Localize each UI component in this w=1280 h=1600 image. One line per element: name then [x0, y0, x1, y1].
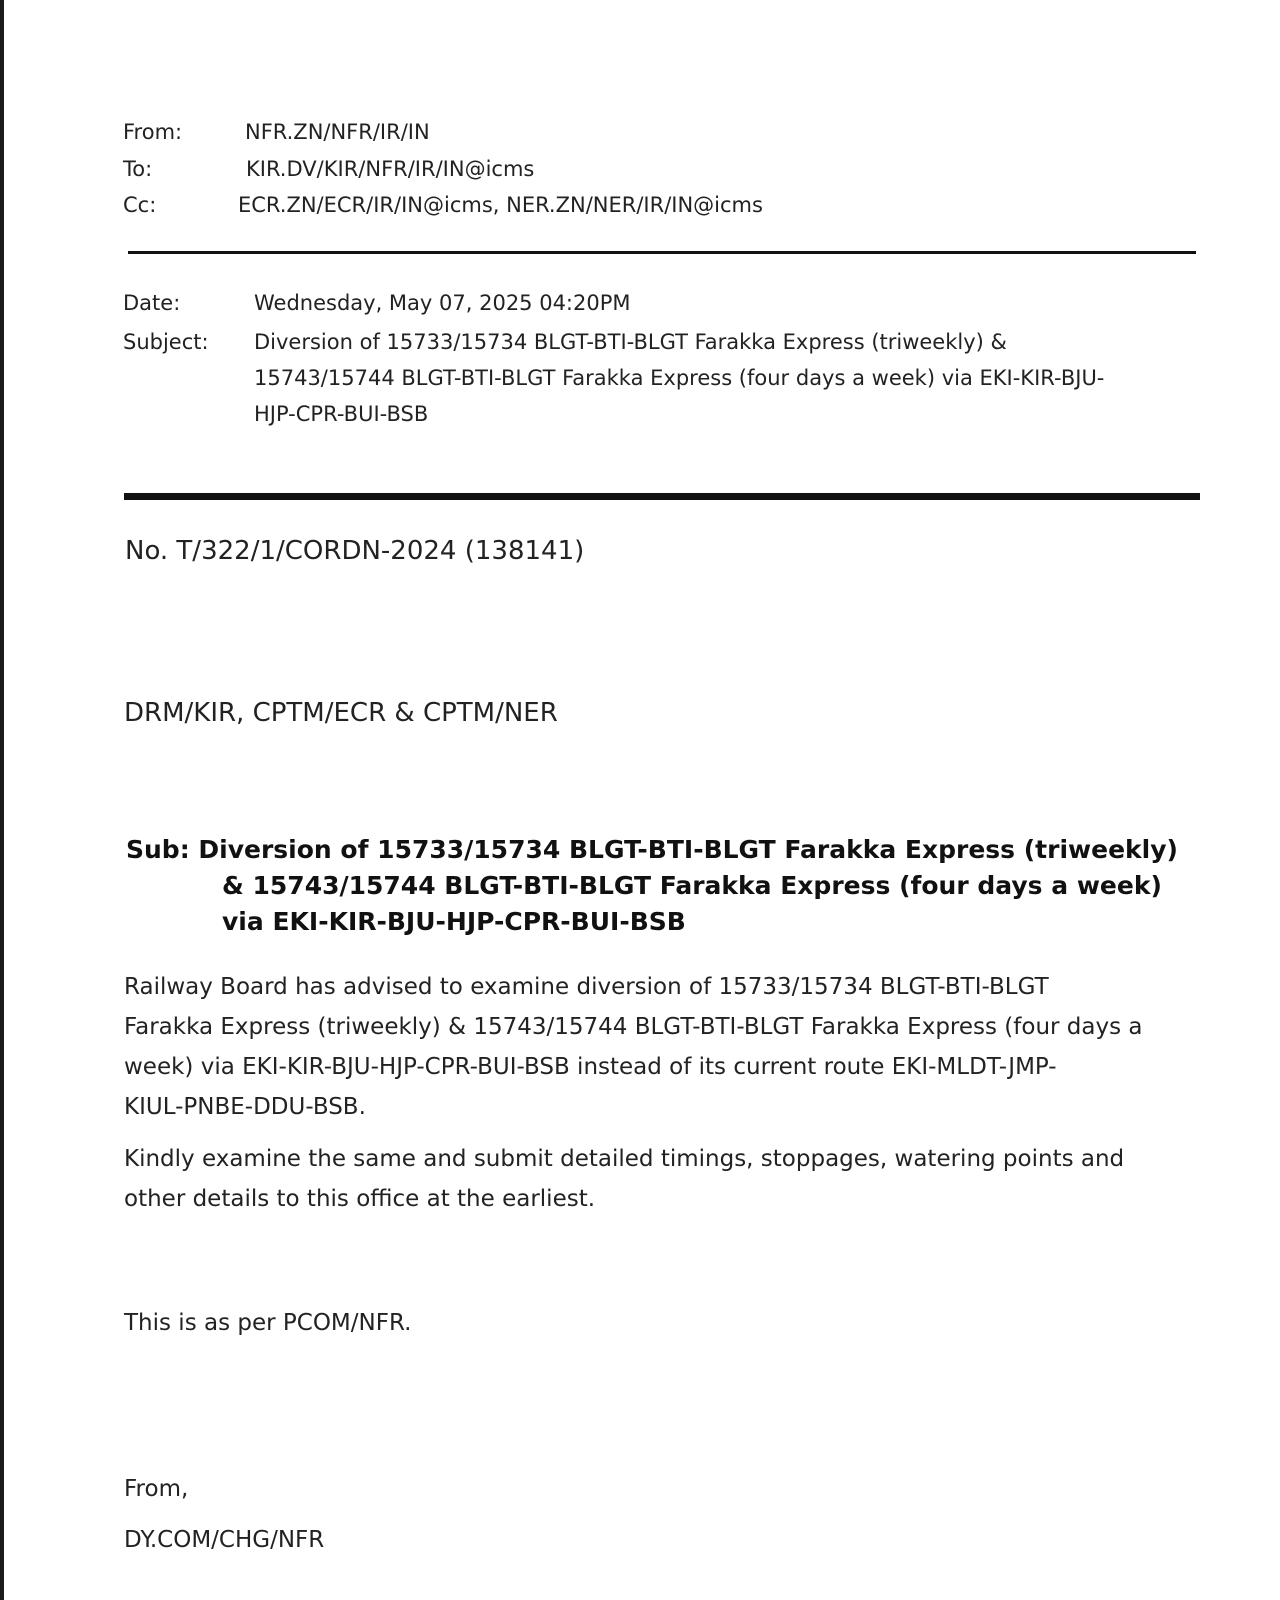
- letter-subject-line: via EKI-KIR-BJU-HJP-CPR-BUI-BSB: [222, 907, 686, 936]
- paragraph-line: Farakka Express (triweekly) & 15743/15744 BLGT-BTI-BLGT Farakka Express (four days a: [124, 1014, 1143, 1040]
- header-subject-value: [254, 324, 1204, 432]
- paragraph-line: week) via EKI-KIR-BJU-HJP-CPR-BUI-BSB instead of its current route EKI-MLDT-JMP-: [124, 1054, 1057, 1080]
- subject-line: 15743/15744 BLGT-BTI-BLGT Farakka Express (four days a week) via EKI-KIR-BJU-: [254, 366, 1105, 390]
- header-to-value[interactable]: KIR.DV/KIR/NFR/IR/IN@icms: [246, 157, 535, 181]
- paragraph-line: other details to this office at the earliest.: [124, 1186, 596, 1212]
- letter-subject: [126, 832, 1178, 940]
- subject-line: HJP-CPR-BUI-BSB: [254, 402, 429, 426]
- paragraph-line: KIUL-PNBE-DDU-BSB.: [124, 1094, 366, 1120]
- header-to-label: To:: [123, 157, 153, 181]
- header-divider: [128, 251, 1196, 254]
- reference-number: No. T/322/1/CORDN-2024 (138141): [125, 536, 585, 566]
- header-cc-value[interactable]: ECR.ZN/ECR/IR/IN@icms, NER.ZN/NER/IR/IN@icms: [238, 193, 763, 217]
- closing-sender: DY.COM/CHG/NFR: [124, 1527, 325, 1553]
- header-date-value: Wednesday, May 07, 2025 04:20PM: [254, 291, 631, 315]
- letter-subject-line: Sub: Diversion of 15733/15734 BLGT-BTI-BLGT Farakka Express (triweekly): [126, 835, 1178, 864]
- letter-subject-line: & 15743/15744 BLGT-BTI-BLGT Farakka Express (four days a week): [222, 871, 1162, 900]
- closing-from: From,: [124, 1476, 189, 1502]
- header-cc-label: Cc:: [123, 193, 157, 217]
- body-divider: [124, 493, 1200, 500]
- paragraph-line: Railway Board has advised to examine diversion of 15733/15734 BLGT-BTI-BLGT: [124, 974, 1049, 1000]
- page-left-border: [0, 0, 4, 1600]
- authority-line: This is as per PCOM/NFR.: [124, 1310, 412, 1336]
- header-date-label: Date:: [123, 291, 181, 315]
- body-paragraph-2: [124, 1139, 1204, 1219]
- addressee: DRM/KIR, CPTM/ECR & CPTM/NER: [124, 698, 558, 728]
- header-from-label: From:: [123, 120, 183, 144]
- header-from-value[interactable]: NFR.ZN/NFR/IR/IN: [245, 120, 430, 144]
- body-paragraph-1: [124, 967, 1204, 1127]
- header-subject-label: Subject:: [123, 330, 209, 354]
- subject-line: Diversion of 15733/15734 BLGT-BTI-BLGT Farakka Express (triweekly) &: [254, 330, 1007, 354]
- paragraph-line: Kindly examine the same and submit detailed timings, stoppages, watering points and: [124, 1146, 1125, 1172]
